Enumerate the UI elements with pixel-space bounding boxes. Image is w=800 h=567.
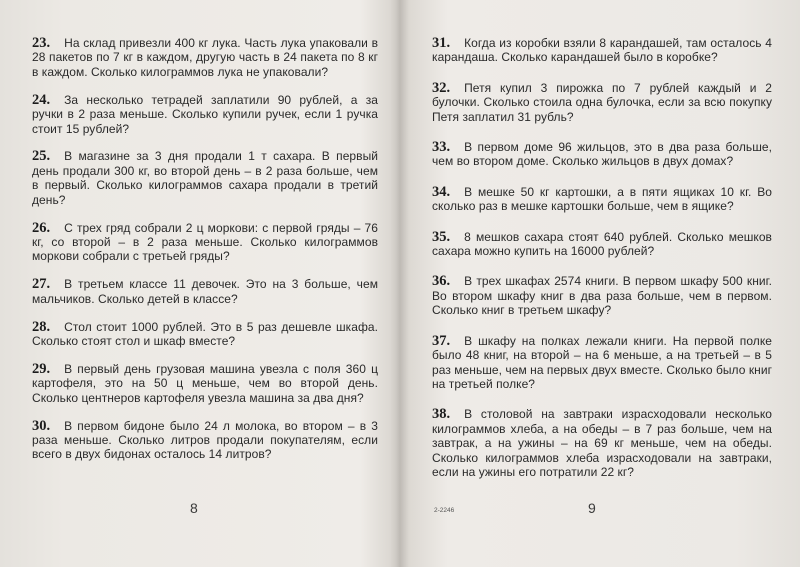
problem-number: 29. <box>32 360 51 377</box>
problem-number: 27. <box>32 276 51 293</box>
problem-text: В первый день грузовая машина увезла с поля 360 ц картофеля, это на 50 ц меньше, чем во второй день. Сколько центнеров картофеля увезла машина за два дня? <box>32 361 378 405</box>
problem-item <box>32 277 378 306</box>
problem-text: Когда из коробки взяли 8 карандашей, там осталось 4 карандаша. Сколько карандашей было в коробке? <box>432 36 772 65</box>
problem-item <box>432 407 772 479</box>
problem-number: 30. <box>32 417 51 434</box>
problem-number: 28. <box>32 318 51 335</box>
problem-item <box>432 334 772 392</box>
problem-text: В шкафу на полках лежали книги. На первой полке было 48 книг, на второй – на 6 меньше, а на третьей – в 5 раз меньше, чем на первых двух вместе. Сколько было книг на третьей полке? <box>432 333 772 391</box>
problem-number: 33. <box>432 139 451 156</box>
problem-item <box>432 230 772 259</box>
page-number: 8 <box>190 500 198 516</box>
problem-item <box>32 320 378 349</box>
problem-number: 26. <box>32 219 51 236</box>
problem-number: 31. <box>432 35 451 51</box>
problem-text: За несколько тетрадей заплатили 90 рублей, а за ручки в 2 раза меньше. Сколько купили ручек, если 1 ручка стоит 15 рублей? <box>32 92 378 136</box>
problem-text: С трех гряд собрали 2 ц моркови: с первой гряды – 76 кг, со второй – в 2 раза меньше. Сколько килограммов моркови собрали с третьей гряды? <box>32 220 378 264</box>
right-page <box>400 0 800 567</box>
problem-number: 37. <box>432 332 451 349</box>
problem-number: 36. <box>432 273 451 290</box>
problem-text: В третьем классе 11 девочек. Это на 3 больше, чем мальчиков. Сколько детей в классе? <box>32 277 378 306</box>
problem-item <box>32 221 378 264</box>
problem-item <box>432 185 772 214</box>
problem-item <box>32 362 378 405</box>
problem-item <box>32 419 378 462</box>
problem-item <box>432 81 772 124</box>
problem-list <box>432 36 772 479</box>
problem-number: 24. <box>32 91 51 108</box>
problem-text: На склад привезли 400 кг лука. Часть лука упаковали в 28 пакетов по 7 кг в каждом, другую часть в 24 пакета по 8 кг в каждом. Сколько килограммов лука не упаковали? <box>32 36 378 79</box>
problem-text: Петя купил 3 пирожка по 7 рублей каждый и 2 булочки. Сколько стоила одна булочка, если за всю покупку Петя заплатил 31 рубль? <box>432 80 772 124</box>
problem-text: В трех шкафах 2574 книги. В первом шкафу 500 книг. Во втором шкафу книг в два раза больше, чем в первом. Сколько книг в третьем шкафу? <box>432 274 772 318</box>
problem-item <box>32 36 378 79</box>
problem-number: 38. <box>432 406 451 423</box>
problem-list <box>32 36 378 462</box>
problem-number: 23. <box>32 35 51 51</box>
problem-text: 8 мешков сахара стоят 640 рублей. Сколько мешков сахара можно купить на 16000 рублей? <box>432 229 772 259</box>
problem-text: Стол стоит 1000 рублей. Это в 5 раз дешевле шкафа. Сколько стоят стол и шкаф вместе? <box>32 319 378 348</box>
problem-text: В первом доме 96 жильцов, это в два раза больше, чем во втором доме. Сколько жильцов в двух домах? <box>432 140 772 169</box>
problem-item <box>32 149 378 207</box>
problem-number: 32. <box>432 79 451 96</box>
problem-item <box>432 36 772 65</box>
problem-number: 25. <box>32 148 51 165</box>
problem-item <box>32 93 378 136</box>
problem-number: 35. <box>432 228 451 245</box>
problem-item <box>432 140 772 169</box>
problem-text: В первом бидоне было 24 л молока, во втором – в 3 раза меньше. Сколько литров продали покупателям, если всего в двух бидонах осталось 14 литров? <box>32 418 378 462</box>
problem-item <box>432 274 772 317</box>
problem-number: 34. <box>432 183 451 200</box>
problem-text: В мешке 50 кг картошки, а в пяти ящиках 10 кг. Во сколько раз в мешке картошки больше, чем в ящике? <box>432 184 772 214</box>
page-number: 9 <box>588 500 596 516</box>
problem-text: В магазине за 3 дня продали 1 т сахара. В первый день продали 300 кг, во второй день – в 2 раза больше, чем в первый. Сколько килограммов сахара продали в третий день? <box>32 149 378 207</box>
problem-text: В столовой на завтраки израсходовали несколько килограммов хлеба, а на обеды – в 7 раз больше, чем на завтрак, а на ужины – на 69 кг меньше, чем на обеды. Сколько килограммов хлеба израсходовали на завтраки, если на ужины его потратили 22 кг? <box>432 407 772 479</box>
print-code: 2-2246 <box>434 507 455 514</box>
